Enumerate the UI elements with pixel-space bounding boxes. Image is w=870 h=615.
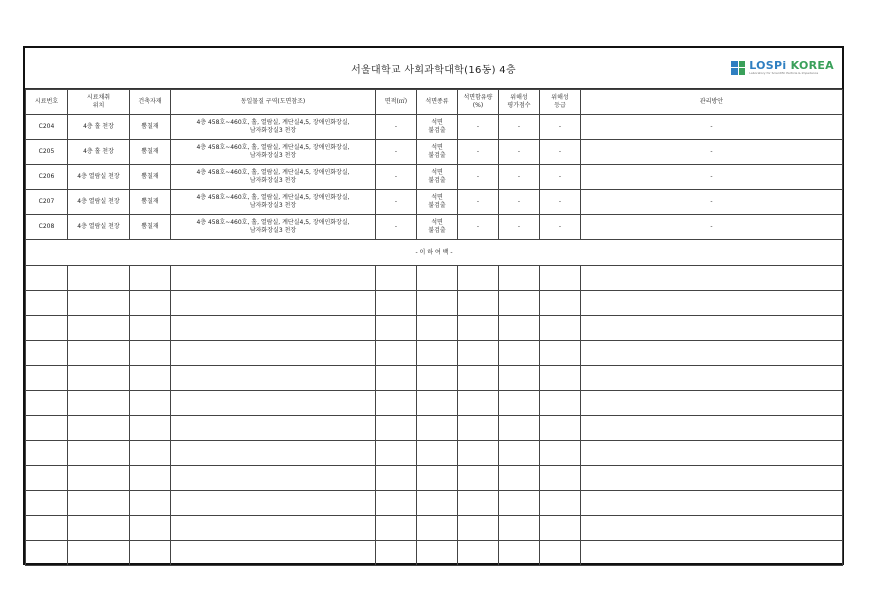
blank-cell bbox=[171, 516, 376, 541]
blank-cell bbox=[581, 266, 843, 291]
blank-cell bbox=[376, 441, 417, 466]
cell-id: C206 bbox=[26, 165, 68, 190]
blank-cell bbox=[68, 491, 130, 516]
blank-cell bbox=[26, 541, 68, 566]
blank-cell bbox=[458, 516, 499, 541]
cell-area: - bbox=[376, 190, 417, 215]
blank-cell bbox=[130, 441, 171, 466]
blank-cell bbox=[417, 516, 458, 541]
blank-cell bbox=[376, 291, 417, 316]
logo-name bbox=[749, 60, 834, 71]
table-body bbox=[26, 115, 843, 566]
cell-asbestos-type: 석면 불검출 bbox=[417, 215, 458, 240]
blank-cell bbox=[130, 391, 171, 416]
blank-cell bbox=[581, 366, 843, 391]
blank-cell bbox=[130, 491, 171, 516]
cell-zone: 4층 458호~460호, 홀, 열람실, 계단실4,5, 장애인화장실, 남자화장실3 천장 bbox=[171, 190, 376, 215]
blank-cell bbox=[68, 316, 130, 341]
blank-row bbox=[26, 541, 843, 566]
cell-area: - bbox=[376, 140, 417, 165]
column-header: 위해성 평가점수 bbox=[499, 90, 540, 115]
blank-cell bbox=[68, 516, 130, 541]
cell-location: 4층 홀 천장 bbox=[68, 140, 130, 165]
cell-area: - bbox=[376, 165, 417, 190]
blank-cell bbox=[499, 291, 540, 316]
cell-plan: - bbox=[581, 190, 843, 215]
cell-asbestos-type: 석면 불검출 bbox=[417, 165, 458, 190]
cell-content: - bbox=[458, 190, 499, 215]
blank-cell bbox=[540, 541, 581, 566]
cell-score: - bbox=[499, 165, 540, 190]
blank-cell bbox=[417, 441, 458, 466]
blank-cell bbox=[68, 291, 130, 316]
column-header: 동일물질 구역(도면참조) bbox=[171, 90, 376, 115]
blank-cell bbox=[130, 291, 171, 316]
blank-cell bbox=[499, 491, 540, 516]
blank-row bbox=[26, 266, 843, 291]
cell-grade: - bbox=[540, 190, 581, 215]
table-header-row bbox=[26, 90, 843, 115]
blank-cell bbox=[458, 266, 499, 291]
blank-cell bbox=[417, 341, 458, 366]
blank-cell bbox=[26, 516, 68, 541]
blank-cell bbox=[376, 316, 417, 341]
end-marker-row bbox=[26, 240, 843, 266]
blank-cell bbox=[458, 391, 499, 416]
blank-cell bbox=[581, 291, 843, 316]
blank-cell bbox=[130, 516, 171, 541]
blank-cell bbox=[499, 541, 540, 566]
lospi-korea-logo bbox=[731, 60, 834, 75]
cell-grade: - bbox=[540, 140, 581, 165]
blank-cell bbox=[458, 491, 499, 516]
blank-cell bbox=[499, 466, 540, 491]
blank-cell bbox=[26, 341, 68, 366]
blank-cell bbox=[499, 366, 540, 391]
blank-cell bbox=[417, 491, 458, 516]
blank-cell bbox=[130, 416, 171, 441]
blank-cell bbox=[458, 341, 499, 366]
cell-asbestos-type: 석면 불검출 bbox=[417, 115, 458, 140]
sample-table bbox=[25, 89, 843, 566]
blank-cell bbox=[171, 266, 376, 291]
blank-cell bbox=[581, 316, 843, 341]
blank-cell bbox=[68, 416, 130, 441]
blank-row bbox=[26, 316, 843, 341]
cell-plan: - bbox=[581, 215, 843, 240]
blank-cell bbox=[171, 291, 376, 316]
cell-score: - bbox=[499, 190, 540, 215]
column-header: 면적(㎡) bbox=[376, 90, 417, 115]
end-marker: - 이 하 여 백 - bbox=[26, 240, 843, 266]
blank-cell bbox=[581, 466, 843, 491]
blank-cell bbox=[417, 466, 458, 491]
blank-cell bbox=[26, 291, 68, 316]
blank-cell bbox=[68, 541, 130, 566]
cell-plan: - bbox=[581, 115, 843, 140]
cell-location: 4층 홀 천장 bbox=[68, 115, 130, 140]
page-title: 서울대학교 사회과학대학(16동) 4층 bbox=[351, 65, 516, 76]
cell-plan: - bbox=[581, 165, 843, 190]
blank-cell bbox=[171, 491, 376, 516]
blank-cell bbox=[458, 291, 499, 316]
blank-cell bbox=[68, 466, 130, 491]
cell-location: 4층 열람실 천장 bbox=[68, 165, 130, 190]
blank-cell bbox=[376, 391, 417, 416]
blank-cell bbox=[581, 391, 843, 416]
blank-cell bbox=[68, 366, 130, 391]
cell-area: - bbox=[376, 215, 417, 240]
blank-cell bbox=[581, 341, 843, 366]
column-header: 관리방안 bbox=[581, 90, 843, 115]
column-header: 시료번호 bbox=[26, 90, 68, 115]
cell-location: 4층 열람실 천장 bbox=[68, 215, 130, 240]
cell-zone: 4층 458호~460호, 홀, 열람실, 계단실4,5, 장애인화장실, 남자화장실3 천장 bbox=[171, 140, 376, 165]
blank-cell bbox=[540, 366, 581, 391]
cell-zone: 4층 458호~460호, 홀, 열람실, 계단실4,5, 장애인화장실, 남자화장실3 천장 bbox=[171, 165, 376, 190]
blank-cell bbox=[417, 291, 458, 316]
logo-mark-icon bbox=[731, 61, 745, 75]
blank-cell bbox=[458, 466, 499, 491]
blank-cell bbox=[130, 541, 171, 566]
blank-cell bbox=[130, 466, 171, 491]
blank-cell bbox=[171, 316, 376, 341]
cell-id: C208 bbox=[26, 215, 68, 240]
blank-cell bbox=[581, 516, 843, 541]
blank-cell bbox=[130, 266, 171, 291]
blank-cell bbox=[130, 316, 171, 341]
column-header: 위해성 등급 bbox=[540, 90, 581, 115]
blank-row bbox=[26, 341, 843, 366]
blank-cell bbox=[171, 391, 376, 416]
logo-square bbox=[739, 61, 746, 68]
cell-material: 뿜칠재 bbox=[130, 140, 171, 165]
blank-cell bbox=[458, 541, 499, 566]
cell-material: 뿜칠재 bbox=[130, 115, 171, 140]
cell-location: 4층 열람실 천장 bbox=[68, 190, 130, 215]
document-frame bbox=[23, 46, 844, 565]
blank-cell bbox=[68, 266, 130, 291]
blank-cell bbox=[376, 416, 417, 441]
cell-id: C204 bbox=[26, 115, 68, 140]
blank-cell bbox=[458, 441, 499, 466]
blank-cell bbox=[540, 466, 581, 491]
cell-content: - bbox=[458, 165, 499, 190]
table-row bbox=[26, 115, 843, 140]
blank-cell bbox=[68, 341, 130, 366]
blank-cell bbox=[171, 341, 376, 366]
blank-cell bbox=[581, 491, 843, 516]
blank-cell bbox=[26, 391, 68, 416]
cell-material: 뿜칠재 bbox=[130, 215, 171, 240]
cell-asbestos-type: 석면 불검출 bbox=[417, 190, 458, 215]
blank-cell bbox=[26, 416, 68, 441]
table-row bbox=[26, 165, 843, 190]
blank-row bbox=[26, 441, 843, 466]
column-header: 건축자재 bbox=[130, 90, 171, 115]
blank-cell bbox=[417, 416, 458, 441]
column-header: 시료채취 위치 bbox=[68, 90, 130, 115]
blank-cell bbox=[171, 441, 376, 466]
table-row bbox=[26, 215, 843, 240]
logo-name-part2: KOREA bbox=[790, 59, 834, 72]
column-header: 석면함유량 (%) bbox=[458, 90, 499, 115]
logo-square bbox=[739, 68, 746, 75]
cell-zone: 4층 458호~460호, 홀, 열람실, 계단실4,5, 장애인화장실, 남자화장실3 천장 bbox=[171, 115, 376, 140]
blank-cell bbox=[376, 266, 417, 291]
table-row bbox=[26, 140, 843, 165]
blank-cell bbox=[458, 416, 499, 441]
blank-cell bbox=[26, 441, 68, 466]
blank-cell bbox=[376, 516, 417, 541]
blank-cell bbox=[499, 441, 540, 466]
cell-grade: - bbox=[540, 215, 581, 240]
blank-cell bbox=[499, 516, 540, 541]
cell-id: C207 bbox=[26, 190, 68, 215]
blank-cell bbox=[540, 291, 581, 316]
cell-material: 뿜칠재 bbox=[130, 165, 171, 190]
blank-cell bbox=[376, 541, 417, 566]
table-row bbox=[26, 190, 843, 215]
cell-content: - bbox=[458, 215, 499, 240]
column-header: 석면종류 bbox=[417, 90, 458, 115]
blank-cell bbox=[540, 391, 581, 416]
blank-cell bbox=[499, 266, 540, 291]
blank-row bbox=[26, 491, 843, 516]
cell-asbestos-type: 석면 불검출 bbox=[417, 140, 458, 165]
logo-square bbox=[731, 61, 738, 68]
blank-cell bbox=[68, 441, 130, 466]
blank-cell bbox=[417, 316, 458, 341]
cell-id: C205 bbox=[26, 140, 68, 165]
blank-cell bbox=[581, 541, 843, 566]
blank-row bbox=[26, 416, 843, 441]
blank-cell bbox=[417, 541, 458, 566]
blank-cell bbox=[130, 366, 171, 391]
blank-cell bbox=[417, 391, 458, 416]
blank-cell bbox=[540, 441, 581, 466]
cell-grade: - bbox=[540, 165, 581, 190]
blank-cell bbox=[540, 316, 581, 341]
blank-cell bbox=[540, 416, 581, 441]
cell-score: - bbox=[499, 140, 540, 165]
blank-cell bbox=[417, 366, 458, 391]
blank-row bbox=[26, 466, 843, 491]
blank-row bbox=[26, 516, 843, 541]
blank-cell bbox=[499, 416, 540, 441]
blank-cell bbox=[540, 491, 581, 516]
blank-cell bbox=[171, 366, 376, 391]
blank-cell bbox=[376, 491, 417, 516]
blank-cell bbox=[540, 266, 581, 291]
cell-area: - bbox=[376, 115, 417, 140]
cell-content: - bbox=[458, 140, 499, 165]
cell-zone: 4층 458호~460호, 홀, 열람실, 계단실4,5, 장애인화장실, 남자화장실3 천장 bbox=[171, 215, 376, 240]
blank-cell bbox=[458, 316, 499, 341]
blank-cell bbox=[171, 416, 376, 441]
blank-cell bbox=[26, 366, 68, 391]
blank-cell bbox=[26, 466, 68, 491]
logo-tagline: Laboratory for Scientific Particle & Impedance bbox=[749, 71, 819, 75]
cell-grade: - bbox=[540, 115, 581, 140]
blank-cell bbox=[458, 366, 499, 391]
blank-cell bbox=[376, 366, 417, 391]
blank-cell bbox=[376, 466, 417, 491]
blank-cell bbox=[581, 441, 843, 466]
logo-text bbox=[749, 60, 834, 75]
cell-plan: - bbox=[581, 140, 843, 165]
blank-cell bbox=[171, 541, 376, 566]
blank-row bbox=[26, 291, 843, 316]
blank-cell bbox=[540, 341, 581, 366]
cell-score: - bbox=[499, 215, 540, 240]
logo-name-part1: LOSPi bbox=[749, 59, 787, 72]
blank-cell bbox=[26, 266, 68, 291]
blank-cell bbox=[68, 391, 130, 416]
blank-cell bbox=[376, 341, 417, 366]
blank-row bbox=[26, 366, 843, 391]
title-row bbox=[25, 48, 842, 89]
blank-cell bbox=[540, 516, 581, 541]
cell-score: - bbox=[499, 115, 540, 140]
blank-cell bbox=[130, 341, 171, 366]
blank-cell bbox=[417, 266, 458, 291]
blank-cell bbox=[26, 491, 68, 516]
blank-cell bbox=[581, 416, 843, 441]
blank-row bbox=[26, 391, 843, 416]
blank-cell bbox=[499, 341, 540, 366]
blank-cell bbox=[26, 316, 68, 341]
cell-content: - bbox=[458, 115, 499, 140]
logo-square bbox=[731, 68, 738, 75]
cell-material: 뿜칠재 bbox=[130, 190, 171, 215]
blank-cell bbox=[499, 316, 540, 341]
blank-cell bbox=[171, 466, 376, 491]
blank-cell bbox=[499, 391, 540, 416]
